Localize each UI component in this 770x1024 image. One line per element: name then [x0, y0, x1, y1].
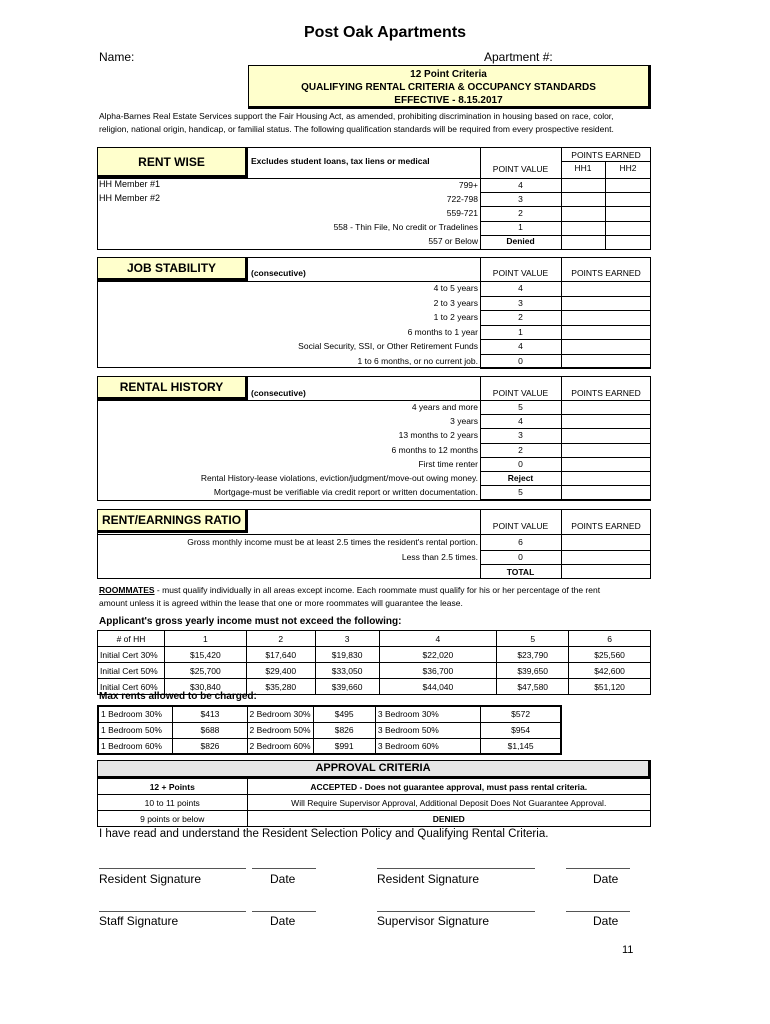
roommates-line-1	[99, 585, 600, 595]
criteria-header	[248, 65, 651, 109]
income-cell: $47,580	[497, 679, 569, 695]
income-cell: $42,600	[569, 663, 651, 679]
point-value: 5	[518, 402, 523, 412]
income-cell: $30,840	[164, 679, 246, 695]
rent-wise-points-earned-header: POINTS EARNED	[571, 150, 641, 160]
ratio-points-earned-header: POINTS EARNED	[571, 521, 641, 531]
max-rent-cell: 3 Bedroom 30%	[375, 706, 480, 722]
criteria-label: 2 to 3 years	[433, 297, 478, 308]
max-rent-cell: $413	[173, 706, 247, 722]
income-cell: $33,050	[315, 663, 379, 679]
page-number: 11	[622, 944, 634, 956]
income-cell: Initial Cert 30%	[98, 647, 165, 663]
name-label: Name:	[99, 50, 135, 64]
points-earned-cell[interactable]	[561, 550, 651, 565]
acknowledgement-text: I have read and understand the Resident Selection Policy and Qualifying Rental Criteria.	[99, 828, 549, 840]
points-earned-cell[interactable]	[561, 296, 651, 311]
hh1-header: HH1	[574, 163, 592, 173]
apartment-label: Apartment #:	[484, 50, 553, 64]
point-value: 0	[518, 355, 523, 366]
approval-row	[98, 795, 651, 811]
credit-score-range: 558 - Thin File, No credit or Tradelines	[333, 222, 478, 233]
max-rent-cell: 1 Bedroom 50%	[98, 722, 173, 738]
max-rent-cell: 1 Bedroom 60%	[98, 738, 173, 754]
criteria-label: Less than 2.5 times.	[401, 551, 478, 562]
income-cell: $35,280	[246, 679, 315, 695]
approval-row	[98, 779, 651, 795]
point-value: 0	[518, 458, 523, 469]
point-value: 4	[518, 179, 523, 190]
max-rent-cell: $688	[173, 722, 247, 738]
hh1-points-cell[interactable]	[561, 192, 605, 206]
max-rent-cell: 3 Bedroom 60%	[375, 738, 480, 754]
points-earned-cell[interactable]	[561, 457, 651, 471]
credit-score-range: 799+	[458, 179, 478, 190]
hh2-points-cell[interactable]	[605, 206, 651, 220]
income-header-row	[98, 631, 651, 647]
income-cell: $23,790	[497, 647, 569, 663]
income-cell: $19,830	[315, 647, 379, 663]
point-value: 3	[518, 430, 523, 441]
job-stability-note: (consecutive)	[251, 268, 306, 278]
income-header-cell: # of HH	[98, 631, 165, 647]
staff-signature-label: Staff Signature	[99, 914, 179, 928]
hh1-points-cell[interactable]	[561, 235, 605, 249]
ratio-point-value-header: POINT VALUE	[492, 521, 549, 531]
income-cell: $39,650	[497, 663, 569, 679]
total-label: TOTAL	[506, 567, 535, 577]
point-value: 2	[518, 207, 523, 218]
criteria-label: 13 months to 2 years	[398, 430, 478, 441]
rent-wise-title: RENT WISE	[97, 147, 248, 178]
point-value: 4	[518, 283, 523, 293]
max-rent-row	[98, 706, 561, 722]
criteria-label: Gross monthly income must be at least 2.5 times the resident's rental portion.	[187, 537, 478, 547]
rental-history-title: RENTAL HISTORY	[97, 376, 248, 400]
hh1-points-cell[interactable]	[561, 178, 605, 192]
max-rent-cell: $826	[313, 722, 375, 738]
roommates-text-1: - must qualify individually in all areas except income. Each roommate must qualify for his or her percentage of the rent	[154, 585, 601, 595]
point-value: 0	[518, 551, 523, 562]
max-rent-cell: $826	[173, 738, 247, 754]
criteria-label: 1 to 6 months, or no current job.	[357, 355, 478, 366]
credit-score-range: 722-798	[446, 193, 478, 204]
max-rent-cell: 2 Bedroom 60%	[247, 738, 313, 754]
points-earned-cell[interactable]	[561, 339, 651, 354]
point-value: 2	[518, 444, 523, 455]
max-rent-cell: 3 Bedroom 50%	[375, 722, 480, 738]
points-earned-cell[interactable]	[561, 414, 651, 428]
approval-cell: ACCEPTED - Does not guarantee approval, must pass rental criteria.	[247, 779, 651, 795]
rental-points-earned-header: POINTS EARNED	[571, 388, 641, 398]
approval-cell: 10 to 11 points	[98, 795, 248, 811]
criteria-label: 6 months to 12 months	[391, 444, 478, 455]
criteria-label: 3 years	[450, 416, 478, 427]
points-earned-cell[interactable]	[561, 471, 651, 485]
point-value: Denied	[506, 236, 535, 247]
income-header-cell: 1	[164, 631, 246, 647]
max-rent-cell: 2 Bedroom 50%	[247, 722, 313, 738]
income-cell: $25,700	[164, 663, 246, 679]
income-title: Applicant's gross yearly income must not exceed the following:	[99, 616, 402, 627]
approval-title: APPROVAL CRITERIA	[97, 760, 651, 778]
rent-wise-note: Excludes student loans, tax liens or medical	[251, 156, 430, 166]
hh2-points-cell[interactable]	[605, 235, 651, 249]
approval-row	[98, 811, 651, 827]
hh1-points-cell[interactable]	[561, 206, 605, 220]
income-cell: $15,420	[164, 647, 246, 663]
max-rent-row	[98, 722, 561, 738]
max-rent-cell: 2 Bedroom 30%	[247, 706, 313, 722]
rental-point-value-header: POINT VALUE	[492, 388, 549, 398]
page-title: Post Oak Apartments	[303, 24, 467, 41]
income-row	[98, 647, 651, 663]
income-cell: $36,700	[379, 663, 497, 679]
date-label-3: Date	[270, 914, 296, 928]
income-header-cell: 6	[569, 631, 651, 647]
max-rent-cell: $954	[481, 722, 561, 738]
income-cell: $29,400	[246, 663, 315, 679]
approval-cell: Will Require Supervisor Approval, Additional Deposit Does Not Guarantee Approval.	[247, 795, 651, 811]
income-header-cell: 2	[246, 631, 315, 647]
income-cell: Initial Cert 50%	[98, 663, 165, 679]
job-point-value-header: POINT VALUE	[492, 268, 549, 278]
criteria-label: Mortgage-must be verifiable via credit report or written documentation.	[213, 487, 478, 498]
credit-score-range: 559-721	[446, 207, 478, 218]
point-value: 1	[518, 326, 523, 337]
approval-cell: DENIED	[247, 811, 651, 827]
approval-cell: 9 points or below	[98, 811, 248, 827]
max-rents-table	[97, 705, 562, 755]
point-value: 1	[518, 222, 523, 233]
income-table	[97, 630, 651, 695]
criteria-label: Rental History-lease violations, eviction/judgment/move-out owing money.	[200, 473, 478, 483]
point-value: 2	[518, 312, 523, 322]
max-rent-cell: 1 Bedroom 30%	[98, 706, 173, 722]
criteria-label: 4 years and more	[411, 402, 478, 412]
criteria-header-line2: QUALIFYING RENTAL CRITERIA & OCCUPANCY STANDARDS	[301, 82, 596, 93]
criteria-label: 6 months to 1 year	[407, 326, 478, 337]
income-cell: $17,640	[246, 647, 315, 663]
roommates-label: ROOMMATES	[99, 585, 155, 595]
credit-score-range: 557 or Below	[428, 236, 478, 247]
points-earned-cell[interactable]	[561, 310, 651, 325]
intro-line-2: religion, national origin, handicap, or familial status. The following qualification standards will be required from every prospective resident.	[99, 124, 614, 134]
job-stability-title: JOB STABILITY	[97, 257, 248, 281]
income-header-cell: 3	[315, 631, 379, 647]
date-label-4: Date	[593, 914, 619, 928]
hh2-points-cell[interactable]	[605, 192, 651, 206]
income-cell: $22,020	[379, 647, 497, 663]
rental-history-note: (consecutive)	[251, 388, 306, 398]
ratio-title: RENT/EARNINGS RATIO	[97, 509, 248, 533]
points-earned-cell[interactable]	[561, 400, 651, 414]
resident-signature-label-1: Resident Signature	[99, 872, 202, 886]
income-cell: $25,560	[569, 647, 651, 663]
point-value: 5	[518, 487, 523, 498]
max-rent-cell: $572	[481, 706, 561, 722]
hh1-points-cell[interactable]	[561, 221, 605, 235]
intro-line-1: Alpha-Barnes Real Estate Services support the Fair Housing Act, as amended, prohibiting discrimination in housing based on race, color,	[99, 111, 614, 121]
criteria-label: 4 to 5 years	[433, 283, 478, 293]
approval-table	[97, 778, 651, 827]
points-earned-cell[interactable]	[561, 428, 651, 442]
points-earned-cell[interactable]	[561, 354, 651, 369]
date-label-2: Date	[593, 872, 619, 886]
hh-member-2: HH Member #2	[99, 193, 161, 203]
income-cell: Initial Cert 60%	[98, 679, 165, 695]
roommates-line-2: amount unless it is agreed within the lease that one or more roommates will guarantee the lease.	[99, 598, 463, 608]
hh2-points-cell[interactable]	[605, 221, 651, 235]
income-cell: $51,120	[569, 679, 651, 695]
criteria-header-line1: 12 Point Criteria	[410, 69, 487, 80]
max-rent-cell: $495	[313, 706, 375, 722]
points-earned-cell[interactable]	[561, 281, 651, 296]
criteria-label: Social Security, SSI, or Other Retirement Funds	[298, 341, 478, 351]
criteria-label: 1 to 2 years	[433, 312, 478, 322]
point-value: 4	[518, 341, 523, 351]
points-earned-cell[interactable]	[561, 485, 651, 499]
resident-signature-label-2: Resident Signature	[377, 872, 480, 886]
point-value: 4	[518, 416, 523, 427]
hh-member-1: HH Member #1	[99, 179, 161, 189]
points-earned-cell[interactable]	[561, 325, 651, 340]
income-header-cell: 5	[497, 631, 569, 647]
supervisor-signature-label: Supervisor Signature	[377, 914, 490, 928]
max-rent-cell: $1,145	[481, 738, 561, 754]
points-earned-cell[interactable]	[561, 535, 651, 550]
job-points-earned-header: POINTS EARNED	[571, 268, 641, 278]
criteria-label: First time renter	[418, 458, 478, 469]
points-earned-cell[interactable]	[561, 443, 651, 457]
point-value: 3	[518, 297, 523, 308]
point-value: 3	[518, 193, 523, 204]
income-cell: $44,040	[379, 679, 497, 695]
criteria-header-line3: EFFECTIVE - 8.15.2017	[394, 95, 503, 106]
income-cell: $39,660	[315, 679, 379, 695]
income-row	[98, 663, 651, 679]
point-value: Reject	[507, 473, 534, 483]
max-rent-row	[98, 738, 561, 754]
income-header-cell: 4	[379, 631, 497, 647]
hh2-header: HH2	[619, 163, 637, 173]
approval-cell: 12 + Points	[98, 779, 248, 795]
max-rent-cell: $991	[313, 738, 375, 754]
point-value: 6	[518, 537, 523, 547]
max-rents-title: Max rents allowed to be charged:	[99, 691, 257, 702]
rent-wise-point-value-header: POINT VALUE	[492, 164, 549, 174]
hh2-points-cell[interactable]	[605, 178, 651, 192]
date-label-1: Date	[270, 872, 296, 886]
